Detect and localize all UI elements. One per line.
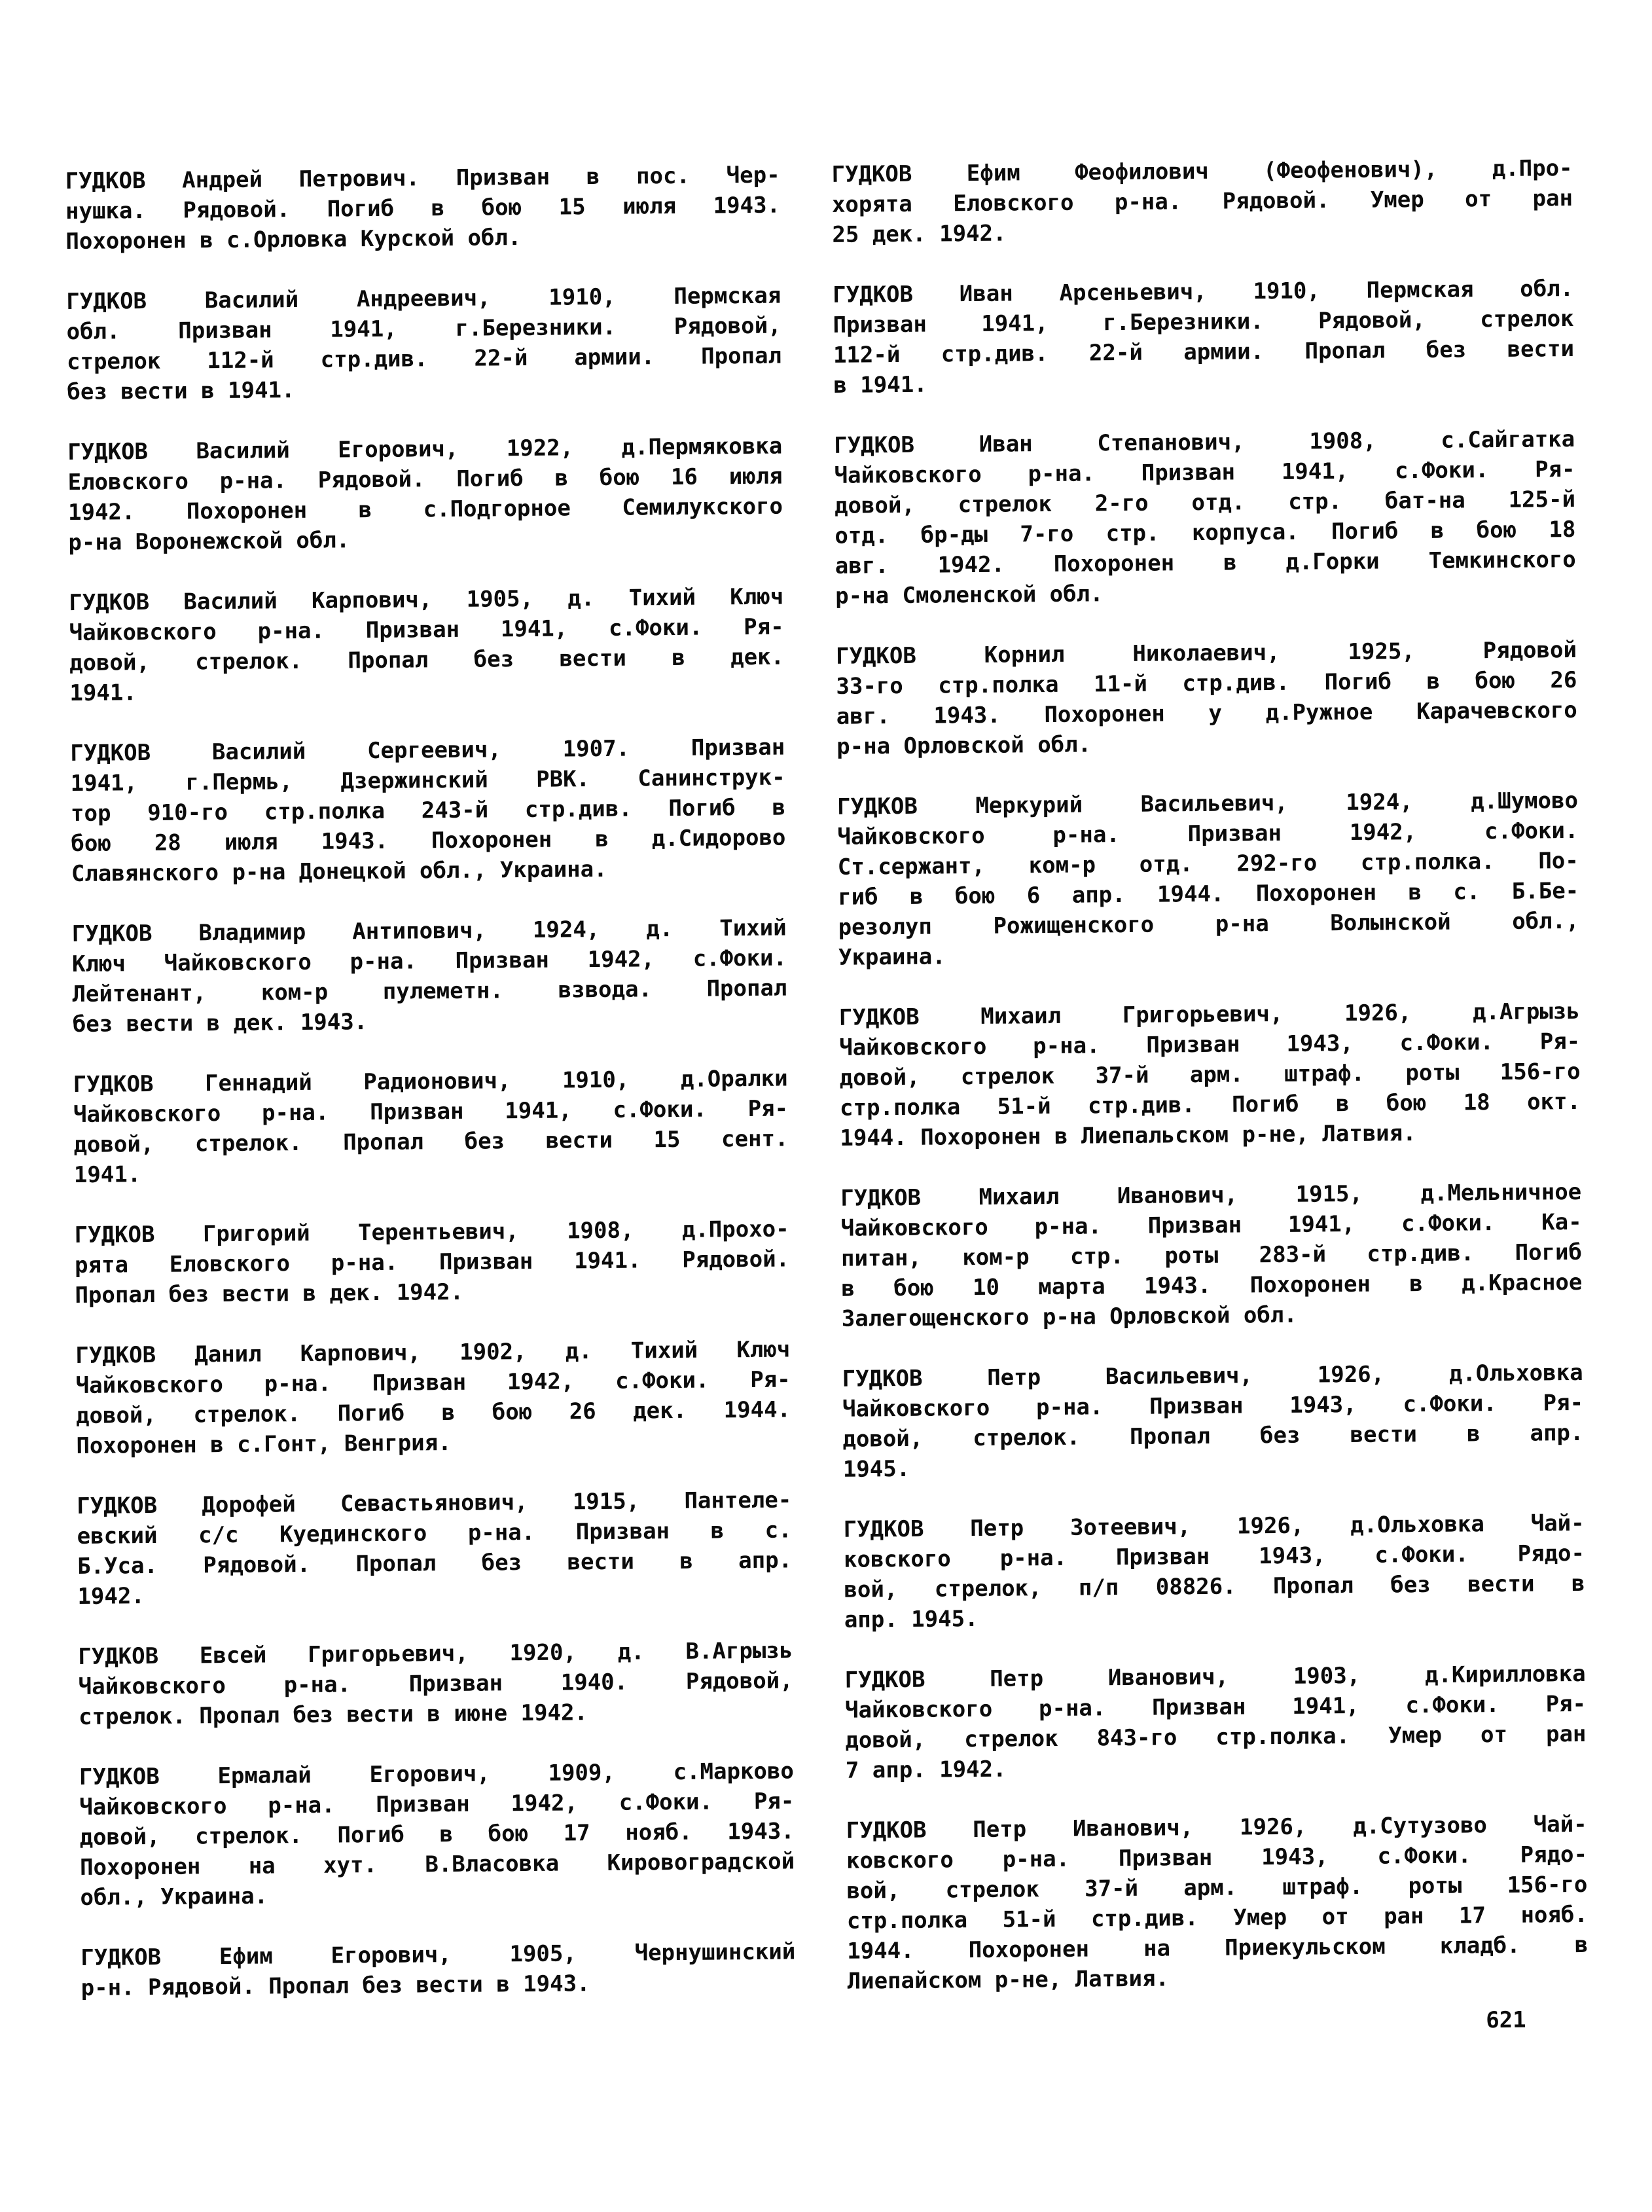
- entry-line: гиб в бою 6 апр. 1944. Похоронен в с. Б.Бе-: [838, 877, 1579, 911]
- entry-line: Славянского р-на Донецкой обл., Украина.: [71, 856, 607, 888]
- entry-line: ГУДКОВ Михаил Григорьевич, 1926, д.Агрызь: [838, 998, 1580, 1031]
- entry-line: Чайковского р-на. Призван 1942, с.Фоки.: [837, 817, 1579, 850]
- memorial-entry: [846, 1809, 1588, 1997]
- memorial-entry: [842, 1358, 1584, 1485]
- entry-line: довой, стрелок 843-го стр.полка. Умер от ран: [845, 1720, 1587, 1754]
- entry-line: ГУДКОВ Петр Зотеевич, 1926, д.Ольховка Чай-: [843, 1510, 1585, 1543]
- memorial-entry: [65, 160, 780, 257]
- entry-line: авг. 1942. Похоронен в д.Горки Темкинского: [835, 546, 1576, 579]
- entry-line: ГУДКОВ Василий Карпович, 1905, д. Тихий Ключ: [69, 583, 784, 617]
- entry-line: ГУДКОВ Корнил Николаевич, 1925, Рядовой: [835, 636, 1577, 670]
- entry-line: Похоронен в с.Гонт, Венгрия.: [76, 1430, 452, 1460]
- entry-line: ГУДКОВ Михаил Иванович, 1915, д.Мельничное: [840, 1178, 1582, 1212]
- entry-line: ГУДКОВ Василий Сергеевич, 1907. Призван: [70, 734, 785, 767]
- entry-line: Ключ Чайковского р-на. Призван 1942, с.Фоки.: [71, 945, 787, 978]
- entry-line: вой, стрелок 37-й арм. штраф. роты 156-го: [846, 1871, 1588, 1904]
- entry-line: довой, стрелок 37-й арм. штраф. роты 156-го: [839, 1058, 1581, 1091]
- entry-line: Чайковского р-на. Призван 1941, с.Фоки. Ря-: [73, 1095, 789, 1129]
- entry-line: 1941.: [69, 680, 137, 707]
- entry-line: без вести в 1941.: [67, 377, 295, 406]
- entry-line: довой, стрелок 2-го отд. стр. бат-на 125-й: [834, 486, 1576, 519]
- entry-line: 112-й стр.див. 22-й армии. Пропал без вести: [833, 335, 1575, 369]
- memorial-entry: [831, 153, 1573, 250]
- entry-line: р-на Воронежской обл.: [68, 527, 350, 556]
- entry-line: 1942.: [77, 1583, 145, 1610]
- entry-line: евский с/с Куединского р-на. Призван в с.: [77, 1517, 792, 1550]
- entry-line: ГУДКОВ Андрей Петрович. Призван в пос. Чер-: [65, 162, 780, 195]
- entry-line: ГУДКОВ Григорий Терентьевич, 1908, д.Прохо-: [74, 1216, 789, 1249]
- memorial-entry: [73, 1064, 789, 1191]
- entry-line: апр. 1945.: [844, 1606, 979, 1633]
- entry-line: довой, стрелок. Пропал без вести в дек.: [69, 644, 785, 677]
- entry-line: Лейтенант, ком-р пулеметн. взвода. Пропал: [72, 975, 787, 1008]
- entry-line: нушка. Рядовой. Погиб в бою 15 июля 1943.: [65, 192, 781, 225]
- memorial-entry: [836, 635, 1578, 762]
- entry-line: ГУДКОВ Петр Иванович, 1903, д.Кирилловка: [844, 1660, 1586, 1694]
- memorial-entry: [77, 1485, 793, 1612]
- memorial-entry: [81, 1936, 796, 2003]
- entry-line: ГУДКОВ Владимир Антипович, 1924, д. Тихий: [71, 915, 787, 948]
- entry-line: р-н. Рядовой. Пропал без вести в 1943.: [81, 1970, 590, 2001]
- entry-line: в 1941.: [833, 371, 927, 399]
- memorial-entry: [843, 1508, 1585, 1635]
- memorial-entry: [66, 281, 782, 408]
- memorial-entry: [78, 1635, 793, 1732]
- entry-line: бою 28 июля 1943. Похоронен в д.Сидорово: [71, 824, 786, 858]
- entry-line: ГУДКОВ Меркурий Васильевич, 1924, д.Шумово: [836, 787, 1579, 820]
- entry-line: ГУДКОВ Иван Арсеньевич, 1910, Пермская обл.: [833, 275, 1574, 308]
- entry-line: ковского р-на. Призван 1943, с.Фоки. Рядо-: [846, 1841, 1588, 1874]
- memorial-entry: [834, 424, 1576, 611]
- page-number: 621: [1486, 2006, 1526, 2034]
- entry-line: ГУДКОВ Петр Иванович, 1926, д.Сутузово Чай-: [846, 1811, 1587, 1844]
- entry-line: резолуп Рожищенского р-на Волынской обл.,: [838, 907, 1579, 941]
- entry-line: ГУДКОВ Геннадий Радионович, 1910, д.Оралки: [73, 1065, 788, 1098]
- entry-line: 1945.: [842, 1455, 910, 1483]
- memorial-entry: [67, 431, 783, 558]
- right-column: [831, 153, 1588, 1997]
- entry-line: Чайковского р-на. Призван 1942, с.Фоки. Ря-: [79, 1788, 795, 1821]
- entry-line: Чайковского р-на. Призван 1943, с.Фоки. Ря-: [839, 1028, 1581, 1061]
- entry-line: довой, стрелок. Пропал без вести в апр.: [842, 1419, 1584, 1453]
- entry-line: хорята Еловского р-на. Рядовой. Умер от ран: [831, 185, 1573, 218]
- entry-line: обл., Украина.: [80, 1883, 268, 1911]
- entry-line: Чайковского р-на. Призван 1941, с.Фоки. Ря-: [844, 1690, 1587, 1724]
- entry-line: р-на Орловской обл.: [836, 731, 1092, 760]
- entry-line: Украина.: [838, 943, 946, 971]
- entry-line: р-на Смоленской обл.: [835, 581, 1104, 609]
- entry-line: Чайковского р-на. Призван 1942, с.Фоки. Ря-: [75, 1366, 791, 1400]
- entry-line: 7 апр. 1942.: [845, 1756, 1007, 1784]
- memorial-entry: [79, 1756, 795, 1913]
- entry-line: Б.Уса. Рядовой. Пропал без вести в апр.: [77, 1547, 793, 1580]
- memorial-entry: [69, 582, 785, 709]
- entry-line: стр.полка 51-й стр.див. Погиб в бою 18 окт.: [839, 1088, 1581, 1121]
- memorial-entry: [839, 996, 1581, 1153]
- entry-line: Чайковского р-на. Призван 1941, с.Фоки. Ка-: [840, 1208, 1582, 1242]
- memorial-entry: [837, 786, 1579, 973]
- entry-line: авг. 1943. Похоронен у д.Ружное Карачевского: [836, 697, 1577, 730]
- entry-line: Лиепайском р-не, Латвия.: [847, 1965, 1170, 1995]
- entry-line: рята Еловского р-на. Призван 1941. Рядовой.: [74, 1246, 790, 1279]
- entry-line: обл. Призван 1941, г.Березники. Рядовой,: [66, 312, 781, 346]
- entry-line: Похоронен в с.Орловка Курской обл.: [65, 225, 522, 255]
- entry-line: вой, стрелок, п/п 08826. Пропал без вести в: [844, 1570, 1585, 1603]
- entry-line: Чайковского р-на. Призван 1941, с.Фоки. Ря-: [834, 456, 1575, 489]
- entry-line: ГУДКОВ Иван Степанович, 1908, с.Сайгатка: [834, 426, 1575, 459]
- entry-line: тор 910-го стр.полка 243-й стр.див. Погиб в: [70, 794, 786, 827]
- entry-line: довой, стрелок. Пропал без вести 15 сент.: [73, 1125, 789, 1159]
- entry-line: Ст.сержант, ком-р отд. 292-го стр.полка. По-: [837, 847, 1579, 880]
- entry-line: стрелок. Пропал без вести в июне 1942.: [78, 1699, 588, 1730]
- entry-line: отд. бр-ды 7-го стр. корпуса. Погиб в бою 18: [835, 516, 1576, 549]
- entry-line: Чайковского р-на. Призван 1943, с.Фоки. Ря-: [842, 1389, 1584, 1423]
- entry-line: Залегощенского р-на Орловской обл.: [841, 1301, 1297, 1332]
- entry-line: в бою 10 марта 1943. Похоронен в д.Красное: [841, 1269, 1583, 1302]
- entry-line: ковского р-на. Призван 1943, с.Фоки. Рядо-: [843, 1540, 1585, 1573]
- entry-line: ГУДКОВ Евсей Григорьевич, 1920, д. В.Агрызь: [78, 1637, 793, 1671]
- entry-line: ГУДКОВ Ефим Егорович, 1905, Чернушинский: [81, 1938, 796, 1971]
- entry-line: ГУДКОВ Ефим Феофилович (Феофенович), д.Про-: [831, 154, 1573, 188]
- entry-line: 1942. Похоронен в с.Подгорное Семилукского: [67, 493, 783, 526]
- entry-line: 25 дек. 1942.: [832, 220, 1007, 248]
- entry-line: Пропал без вести в дек. 1942.: [75, 1278, 464, 1309]
- entry-line: 1941.: [73, 1161, 141, 1189]
- entry-line: ГУДКОВ Данил Карпович, 1902, д. Тихий Ключ: [75, 1336, 791, 1369]
- entry-line: ГУДКОВ Дорофей Севастьянович, 1915, Пантеле-: [77, 1487, 792, 1520]
- memorial-entry: [70, 733, 786, 890]
- entry-line: без вести в дек. 1943.: [72, 1009, 368, 1038]
- entry-line: ГУДКОВ Василий Андреевич, 1910, Пермская: [66, 282, 781, 316]
- memorial-entry: [844, 1659, 1587, 1786]
- entry-line: Чайковского р-на. Призван 1940. Рядовой,: [78, 1667, 793, 1701]
- entry-line: Призван 1941, г.Березники. Рядовой, стрелок: [833, 305, 1574, 338]
- entry-line: довой, стрелок. Погиб в бою 26 дек. 1944.: [75, 1396, 791, 1430]
- entry-line: стрелок 112-й стр.див. 22-й армии. Пропал: [66, 342, 782, 376]
- entry-line: Похоронен на хут. В.Власовка Кировоградской: [79, 1848, 795, 1881]
- memorial-entry: [840, 1177, 1583, 1334]
- entry-line: питан, ком-р стр. роты 283-й стр.див. Погиб: [840, 1239, 1583, 1272]
- entry-line: 1944. Похоронен на Приекульском кладб. в: [847, 1931, 1589, 1965]
- memorial-entry: [74, 1214, 789, 1311]
- memorial-entry: [71, 913, 787, 1040]
- left-column: [65, 160, 795, 2003]
- entry-line: 1941, г.Пермь, Дзержинский РВК. Санинструк-: [70, 764, 785, 797]
- entry-line: ГУДКОВ Василий Егорович, 1922, д.Пермяковка: [67, 433, 783, 466]
- entry-line: ГУДКОВ Петр Васильевич, 1926, д.Ольховка: [842, 1359, 1583, 1392]
- entry-line: Чайковского р-на. Призван 1941, с.Фоки. Ря-: [69, 613, 784, 647]
- entry-line: 1944. Похоронен в Лиепальском р-не, Латвия.: [840, 1120, 1416, 1151]
- memorial-entry: [75, 1334, 791, 1461]
- entry-line: стр.полка 51-й стр.див. Умер от ран 17 нояб.: [846, 1901, 1588, 1934]
- memorial-entry: [833, 274, 1575, 401]
- entry-line: Еловского р-на. Рядовой. Погиб в бою 16 июля: [67, 463, 783, 496]
- entry-line: ГУДКОВ Ермалай Егорович, 1909, с.Марково: [79, 1758, 795, 1790]
- entry-line: довой, стрелок. Погиб в бою 17 нояб. 1943.: [79, 1818, 795, 1851]
- entry-line: 33-го стр.полка 11-й стр.див. Погиб в бою 26: [836, 666, 1577, 700]
